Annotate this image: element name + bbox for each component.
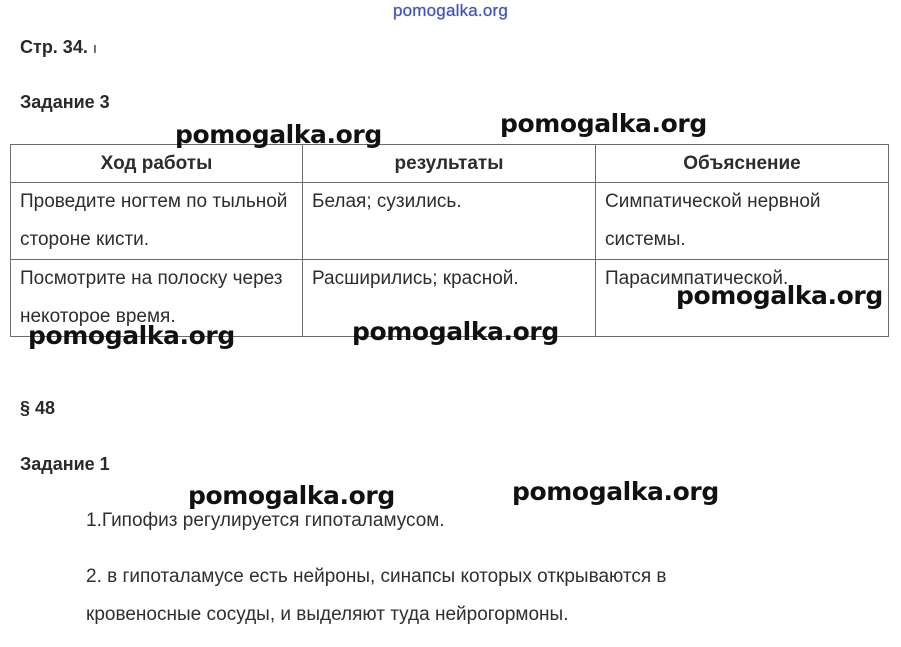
task3-title: Задание 3 (20, 92, 110, 112)
table-cell: Проведите ногтем по тыльной стороне кисти. (11, 183, 303, 260)
answer-2-line-2: кровеносные сосуды, и выделяют туда нейрогормоны. (86, 604, 569, 625)
watermark: pomogalka.org (28, 321, 235, 350)
header-results: результаты (303, 145, 596, 183)
header-explanation: Объяснение (596, 145, 889, 183)
watermark: pomogalka.org (352, 317, 559, 346)
page-reference-tail: ı (92, 40, 98, 57)
watermark: pomogalka.org (188, 481, 395, 510)
watermark: pomogalka.org (676, 281, 883, 310)
watermark: pomogalka.org (500, 109, 707, 138)
watermark: pomogalka.org (175, 120, 382, 149)
watermark: pomogalka.org (512, 477, 719, 506)
answer-2-line-1: 2. в гипоталамусе есть нейроны, синапсы которых открываются в (86, 566, 667, 587)
task1-title: Задание 1 (20, 454, 110, 474)
header-procedure: Ход работы (11, 145, 303, 183)
section-number: § 48 (20, 398, 56, 418)
top-watermark: pomogalka.org (392, 1, 509, 20)
page-reference-text: Стр. 34. (20, 37, 88, 57)
answer-1: 1.Гипофиз регулируется гипоталамусом. (86, 510, 445, 531)
table-cell: Белая; сузились. (303, 183, 596, 260)
table-cell: Симпатической нервной системы. (596, 183, 889, 260)
table-cell: Посмотрите на полоску через некоторое время. (11, 260, 303, 337)
table-cell: Расширились; красной. (303, 260, 596, 337)
table-row (11, 183, 889, 260)
page-reference (20, 37, 97, 58)
table-header-row (11, 145, 889, 183)
table-cell: Парасимпатической. (596, 260, 889, 337)
